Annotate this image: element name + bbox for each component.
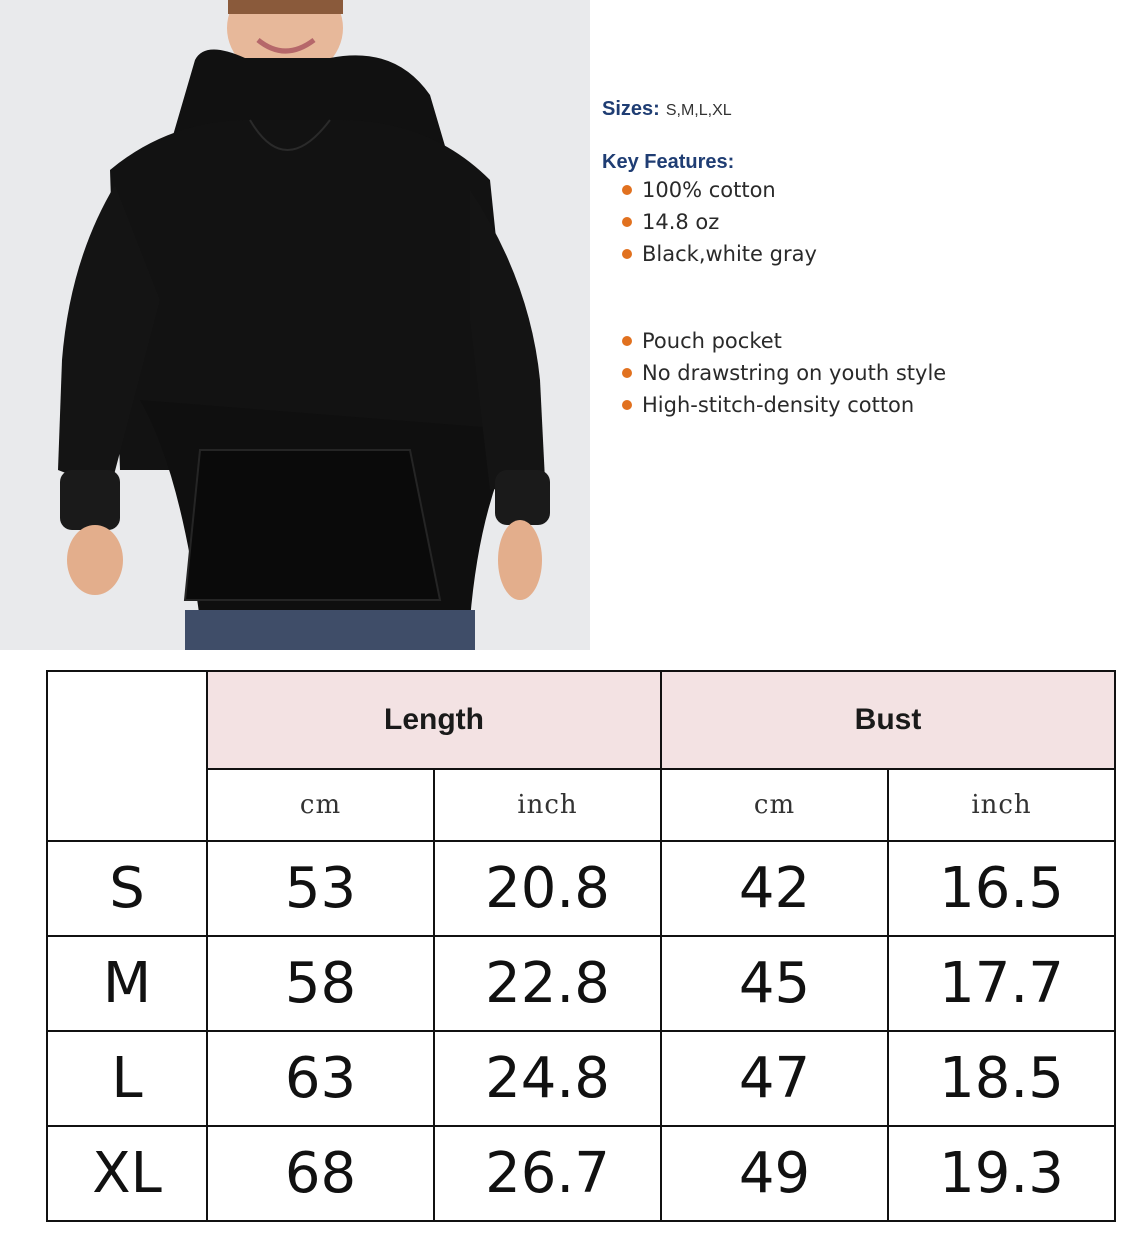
bust-inch-cell: 16.5 [888, 841, 1115, 936]
bust-inch-cell: 19.3 [888, 1126, 1115, 1221]
length-inch-cell: 20.8 [434, 841, 661, 936]
unit-header: inch [434, 769, 661, 841]
length-cm-cell: 68 [207, 1126, 434, 1221]
size-label: L [47, 1031, 207, 1126]
bust-inch-cell: 17.7 [888, 936, 1115, 1031]
sizes-line [602, 98, 1102, 121]
features-list-2 [602, 325, 1102, 421]
length-inch-cell: 26.7 [434, 1126, 661, 1221]
table-row [47, 1126, 1115, 1221]
feature-text: 14.8 oz [642, 210, 720, 234]
length-inch-cell: 22.8 [434, 936, 661, 1031]
length-header: Length [207, 671, 661, 769]
unit-header-row [47, 769, 1115, 841]
bust-cm-cell: 49 [661, 1126, 888, 1221]
bust-cm-cell: 42 [661, 841, 888, 936]
bust-cm-cell: 47 [661, 1031, 888, 1126]
feature-item [622, 389, 1102, 421]
unit-header: inch [888, 769, 1115, 841]
hoodie-model-image [0, 0, 590, 650]
bust-inch-cell: 18.5 [888, 1031, 1115, 1126]
feature-text: Pouch pocket [642, 329, 782, 353]
bust-header: Bust [661, 671, 1115, 769]
length-cm-cell: 63 [207, 1031, 434, 1126]
feature-text: 100% cotton [642, 178, 776, 202]
group-header-row [47, 671, 1115, 769]
bullet-icon [622, 217, 632, 227]
size-label: S [47, 841, 207, 936]
feature-text: High-stitch-density cotton [642, 393, 915, 417]
bust-cm-cell: 45 [661, 936, 888, 1031]
bullet-icon [622, 400, 632, 410]
feature-item [622, 325, 1102, 357]
bullet-icon [622, 249, 632, 259]
feature-item [622, 357, 1102, 389]
feature-text: No drawstring on youth style [642, 361, 947, 385]
product-info [602, 98, 1102, 421]
key-features-label: Key Features: [602, 151, 735, 173]
sizes-value: S,M,L,XL [665, 102, 732, 119]
size-label: M [47, 936, 207, 1031]
bullet-icon [622, 336, 632, 346]
table-row [47, 1031, 1115, 1126]
size-label: XL [47, 1126, 207, 1221]
length-cm-cell: 58 [207, 936, 434, 1031]
feature-item [622, 174, 1102, 206]
features-list-1 [602, 174, 1102, 270]
unit-header: cm [207, 769, 434, 841]
feature-text: Black,white gray [642, 242, 817, 266]
unit-header: cm [661, 769, 888, 841]
bullet-icon [622, 368, 632, 378]
sizes-label: Sizes: [602, 98, 660, 120]
corner-cell [47, 671, 207, 841]
table-row [47, 841, 1115, 936]
length-inch-cell: 24.8 [434, 1031, 661, 1126]
feature-item [622, 206, 1102, 238]
size-chart-table [46, 670, 1116, 1222]
table-row [47, 936, 1115, 1031]
length-cm-cell: 53 [207, 841, 434, 936]
bullet-icon [622, 185, 632, 195]
feature-item [622, 238, 1102, 270]
product-photo [0, 0, 590, 650]
